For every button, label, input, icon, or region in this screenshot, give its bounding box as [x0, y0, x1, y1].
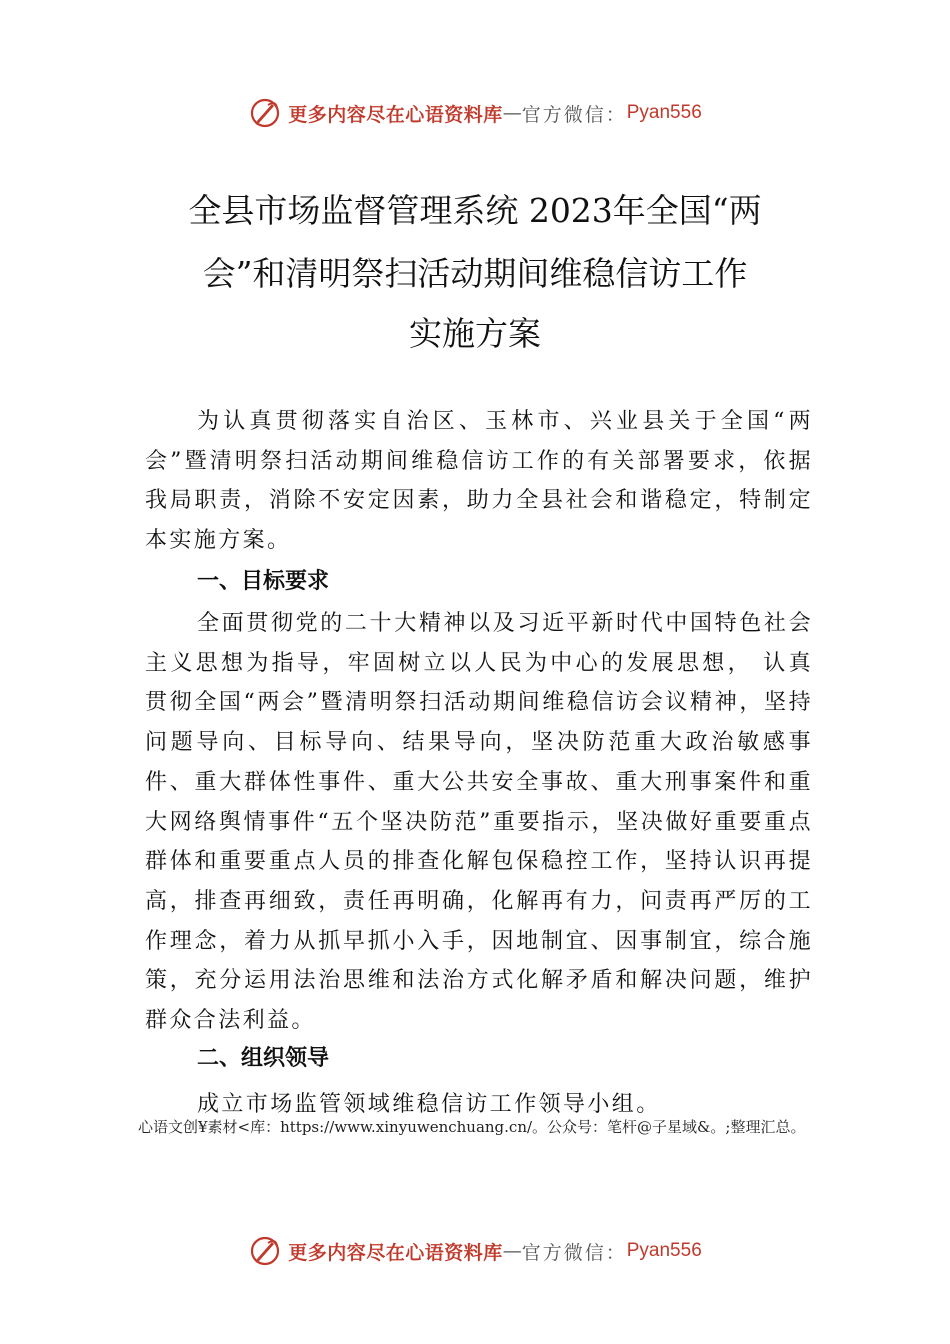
title-line-1: 全县市场监督管理系统 2023年全国“两	[188, 191, 762, 230]
banner-label: 官方微信：	[521, 1241, 627, 1264]
banner-label: 官方微信：	[521, 103, 627, 126]
source-note: 心语文创¥素材<库：https://www.xinyuwenchuang.cn/。公众号：笔杆@子星域&。;整理汇总。	[138, 1118, 806, 1136]
intro-paragraph: 为认真贯彻落实自治区、玉林市、兴业县关于全国“两会”暨清明祭扫活动期间维稳信访工作的有关部署要求，依据我局职责，消除不安定因素，助力全县社会和谐稳定，特制定本实施方案。	[145, 409, 813, 554]
quill-logo-icon	[248, 96, 282, 130]
title-line-3: 实施方案	[409, 314, 541, 353]
section-heading-organization: 二、组织领导	[197, 1045, 330, 1070]
title-line-2: 会”和清明祭扫活动期间维稳信访工作	[202, 254, 748, 293]
banner-wechat-id: Pyan556	[626, 102, 702, 123]
banner-main-text: 更多内容尽在心语资料库	[288, 103, 503, 126]
banner-main-text: 更多内容尽在心语资料库	[288, 1241, 503, 1264]
section-heading-goals: 一、目标要求	[197, 568, 330, 593]
banner-dash: —	[502, 102, 522, 124]
header-banner	[0, 93, 950, 133]
quill-logo-icon	[248, 1234, 282, 1268]
footer-banner	[0, 1231, 950, 1271]
goals-paragraph: 全面贯彻党的二十大精神以及习近平新时代中国特色社会主义思想为指导，牢固树立以人民为中心的发展思想， 认真贯彻全国“两会”暨清明祭扫活动期间维稳信访会议精神，坚持问题导向、目标导向、结果导向，坚决防范重大政治敏感事件、重大群体性事件、重大公共安全事故、重大刑事案件和重大网络舆情事件“五个坚决防范”重要指示，坚决做好重要重点群体和重要重点人员的排查化解包保稳控工作，坚持认识再提高，排查再细致，责任再明确，化解再有力，问责再严厉的工作理念，着力从抓早抓小入手，因地制宜、因事制宜，综合施策，充分运用法治思维和法治方式化解矛盾和解决问题，维护群众合法利益。	[145, 611, 813, 1034]
banner-dash: —	[502, 1240, 522, 1262]
banner-wechat-id: Pyan556	[626, 1240, 702, 1261]
organization-paragraph: 成立市场监管领域维稳信访工作领导小组。	[197, 1092, 661, 1117]
